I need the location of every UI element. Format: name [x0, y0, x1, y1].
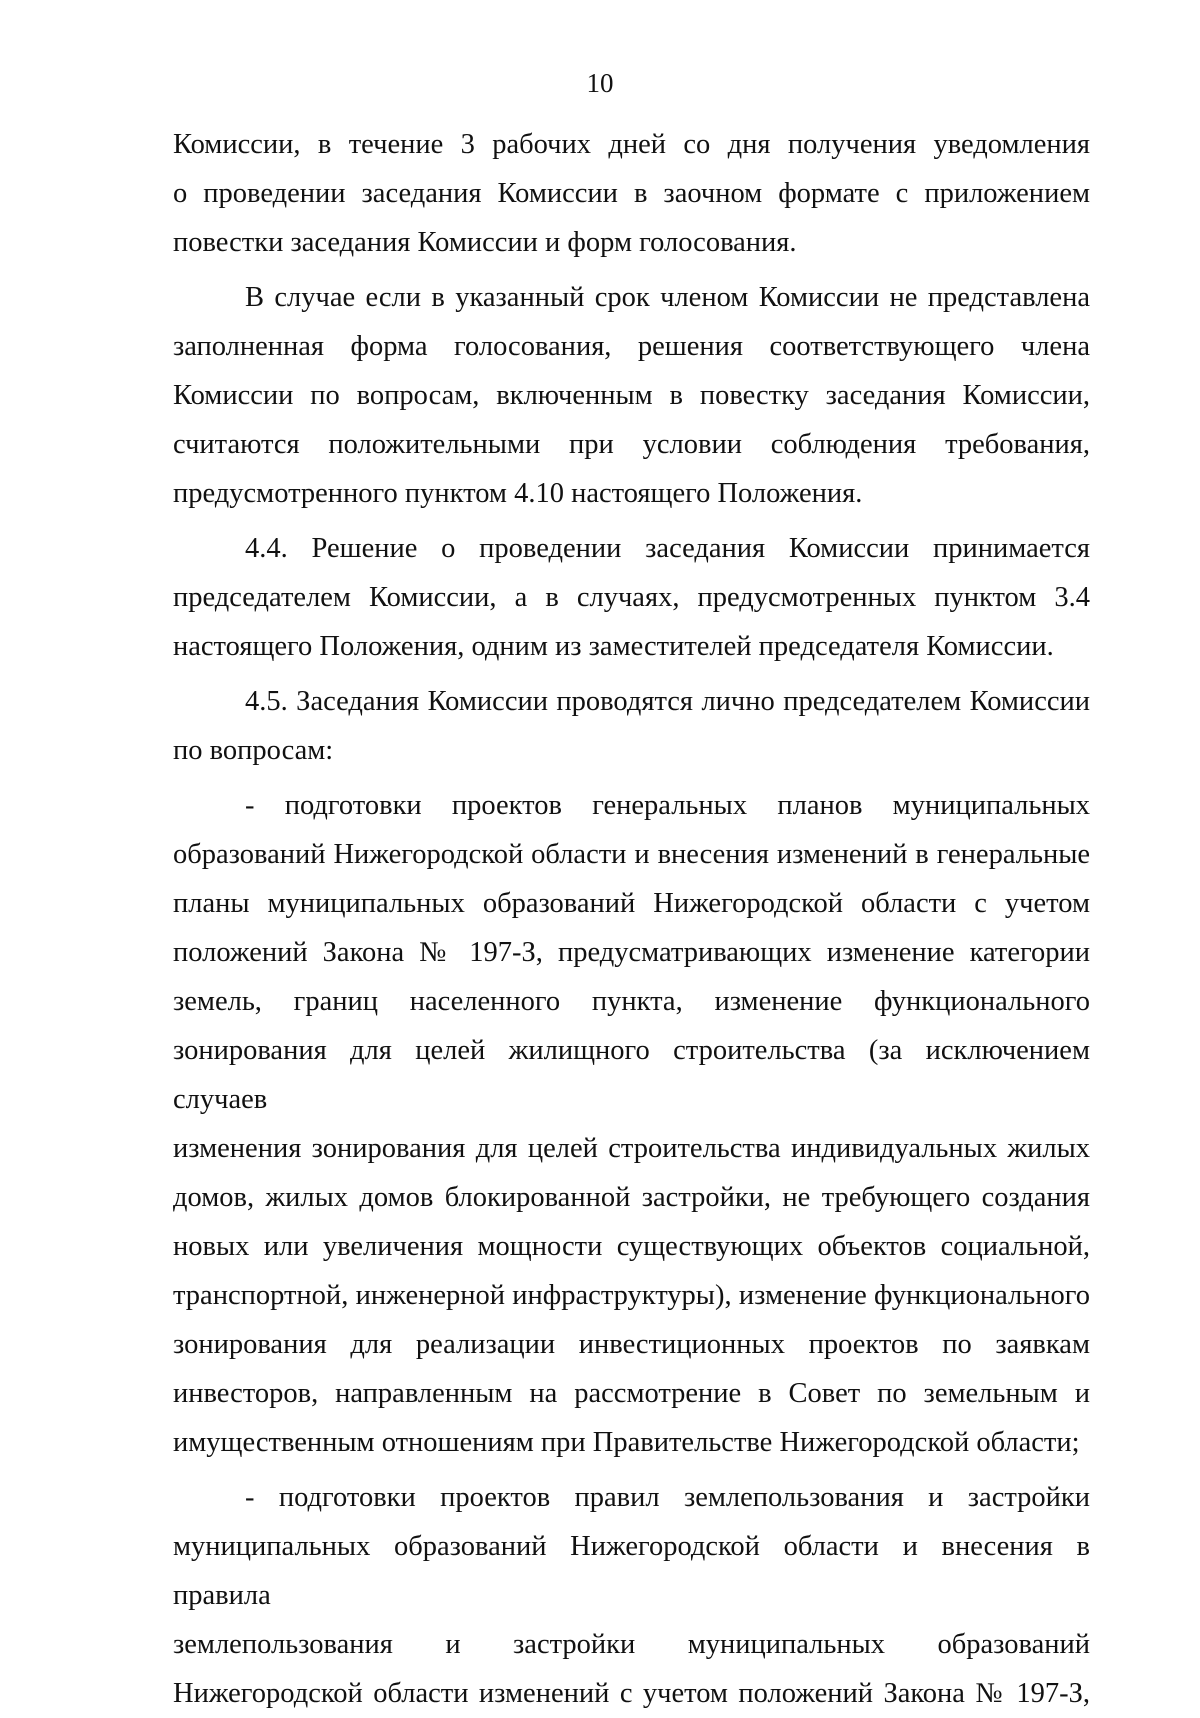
text-line: инвесторов, направленным на рассмотрение в Совет по земельным и	[173, 1378, 1090, 1409]
text-line: о проведении заседания Комиссии в заочном формате с приложением	[173, 178, 1090, 209]
paragraph	[173, 1473, 1090, 1718]
text-line: имущественным отношениям при Правительстве Нижегородской области;	[173, 1427, 1080, 1458]
text-line: настоящего Положения, одним из заместителей председателя Комиссии.	[173, 631, 1054, 662]
text-line: домов, жилых домов блокированной застройки, не требующего создания	[173, 1182, 1090, 1213]
text-line: земель, границ населенного пункта, изменение функционального	[173, 986, 1090, 1017]
paragraph	[173, 273, 1090, 518]
text-line: Комиссии по вопросам, включенным в повестку заседания Комиссии,	[173, 380, 1090, 411]
text-line: Комиссии, в течение 3 рабочих дней со дня получения уведомления	[173, 129, 1090, 160]
paragraph	[173, 781, 1090, 1467]
text-line: В случае если в указанный срок членом Комиссии не представлена	[245, 282, 1090, 313]
text-line: Нижегородской области изменений с учетом положений Закона № 197-З,	[173, 1678, 1090, 1709]
text-line: зонирования для целей жилищного строительства (за исключением случаев	[173, 1035, 1090, 1115]
text-line: 4.5. Заседания Комиссии проводятся лично председателем Комиссии	[245, 686, 1090, 717]
text-line: изменения зонирования для целей строительства индивидуальных жилых	[173, 1133, 1090, 1164]
paragraph	[173, 524, 1090, 671]
text-line: по вопросам:	[173, 735, 334, 766]
text-line: считаются положительными при условии соблюдения требования,	[173, 429, 1090, 460]
text-line: планы муниципальных образований Нижегородской области с учетом	[173, 888, 1090, 919]
paragraph	[173, 677, 1090, 775]
text-line: муниципальных образований Нижегородской области и внесения в правила	[173, 1531, 1090, 1611]
text-line: заполненная форма голосования, решения соответствующего члена	[173, 331, 1090, 362]
document-body	[173, 120, 1090, 1718]
text-line: землепользования и застройки муниципальных образований	[173, 1629, 1090, 1660]
text-line: - подготовки проектов генеральных планов муниципальных	[245, 790, 1090, 821]
text-line: образований Нижегородской области и внесения изменений в генеральные	[173, 839, 1090, 870]
paragraph	[173, 120, 1090, 267]
text-line: зонирования для реализации инвестиционных проектов по заявкам	[173, 1329, 1090, 1360]
page-number: 10	[586, 68, 614, 98]
text-line: председателем Комиссии, а в случаях, предусмотренных пунктом 3.4	[173, 582, 1090, 613]
text-line: новых или увеличения мощности существующих объектов социальной,	[173, 1231, 1090, 1262]
text-line: транспортной, инженерной инфраструктуры), изменение функционального	[173, 1280, 1090, 1311]
text-line: положений Закона № 197-З, предусматривающих изменение категории	[173, 937, 1090, 968]
text-line: предусмотренного пунктом 4.10 настоящего Положения.	[173, 478, 863, 509]
text-line: 4.4. Решение о проведении заседания Комиссии принимается	[245, 533, 1090, 564]
text-line: повестки заседания Комиссии и форм голосования.	[173, 227, 797, 258]
text-line: - подготовки проектов правил землепользования и застройки	[245, 1482, 1090, 1513]
